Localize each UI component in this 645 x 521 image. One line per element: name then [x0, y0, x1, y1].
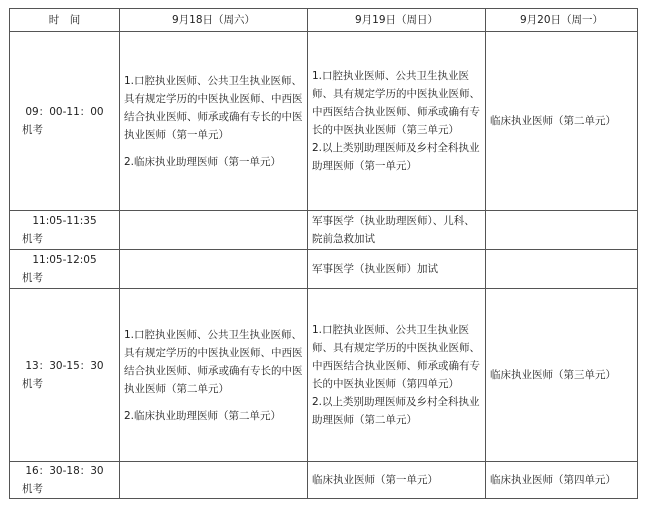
subject-text: 临床执业医师（第四单元）	[490, 474, 616, 486]
subject-text: 2.临床执业助理医师（第一单元）	[124, 155, 282, 168]
subject-text: 1.口腔执业医师、公共卫生执业医师、具有规定学历的中医执业医师、中西医结合执业医师、师承或确有专长的中医执业医师（第四单元）	[312, 324, 480, 390]
exam-mode: 机考	[22, 378, 43, 390]
schedule-cell-sep-18	[120, 32, 308, 211]
time-slot-cell	[10, 32, 120, 211]
time-slot-cell	[10, 289, 120, 462]
schedule-cell-sep-20	[486, 211, 638, 250]
schedule-cell-sep-20	[486, 289, 638, 462]
schedule-cell-sep-19	[308, 211, 486, 250]
table-row	[10, 250, 638, 289]
time-range: 09：00-11：00	[25, 106, 104, 118]
schedule-cell-sep-18	[120, 250, 308, 289]
header-date-sep-18: 9月18日（周六）	[120, 9, 308, 32]
schedule-cell-sep-19	[308, 462, 486, 499]
subject-text: 2.以上类别助理医师及乡村全科执业助理医师（第二单元）	[312, 396, 480, 426]
subject-text: 临床执业医师（第三单元）	[490, 369, 616, 381]
time-slot-cell	[10, 462, 120, 499]
exam-mode: 机考	[22, 124, 43, 136]
subject-text: 1.口腔执业医师、公共卫生执业医师、具有规定学历的中医执业医师、中西医结合执业医师、师承或确有专长的中医执业医师（第三单元）	[312, 70, 480, 136]
schedule-cell-sep-20	[486, 462, 638, 499]
time-range: 16：30-18：30	[25, 465, 104, 477]
schedule-cell-sep-20	[486, 250, 638, 289]
time-range: 11:05-11:35	[32, 215, 97, 227]
table-row	[10, 462, 638, 499]
header-date-sep-20: 9月20日（周一）	[486, 9, 638, 32]
table-row	[10, 211, 638, 250]
subject-text: 临床执业医师（第二单元）	[490, 115, 616, 127]
exam-mode: 机考	[22, 233, 43, 245]
subject-text: 军事医学（执业医师）加试	[312, 263, 438, 275]
table-row	[10, 289, 638, 462]
schedule-cell-sep-19	[308, 289, 486, 462]
header-time: 时 间	[10, 9, 120, 32]
schedule-cell-sep-19	[308, 250, 486, 289]
time-slot-cell	[10, 211, 120, 250]
header-date-sep-19: 9月19日（周日）	[308, 9, 486, 32]
subject-text: 1.口腔执业医师、公共卫生执业医师、具有规定学历的中医执业医师、中西医结合执业医师、师承或确有专长的中医执业医师（第一单元）	[124, 74, 303, 141]
schedule-cell-sep-18	[120, 462, 308, 499]
schedule-cell-sep-20	[486, 32, 638, 211]
time-range: 13：30-15：30	[25, 360, 104, 372]
time-slot-cell	[10, 250, 120, 289]
subject-text: 2.以上类别助理医师及乡村全科执业助理医师（第一单元）	[312, 142, 480, 172]
exam-schedule-table	[9, 8, 638, 499]
subject-text: 1.口腔执业医师、公共卫生执业医师、具有规定学历的中医执业医师、中西医结合执业医师、师承或确有专长的中医执业医师（第二单元）	[124, 328, 303, 395]
schedule-cell-sep-19	[308, 32, 486, 211]
subject-text: 2.临床执业助理医师（第二单元）	[124, 409, 282, 422]
subject-text: 军事医学（执业助理医师）、儿科、院前急救加试	[312, 215, 475, 245]
time-range: 11:05-12:05	[32, 254, 97, 266]
exam-mode: 机考	[22, 483, 43, 495]
exam-mode: 机考	[22, 272, 43, 284]
schedule-cell-sep-18	[120, 289, 308, 462]
subject-text: 临床执业医师（第一单元）	[312, 474, 438, 486]
table-row	[10, 32, 638, 211]
schedule-cell-sep-18	[120, 211, 308, 250]
header-row	[10, 9, 638, 32]
